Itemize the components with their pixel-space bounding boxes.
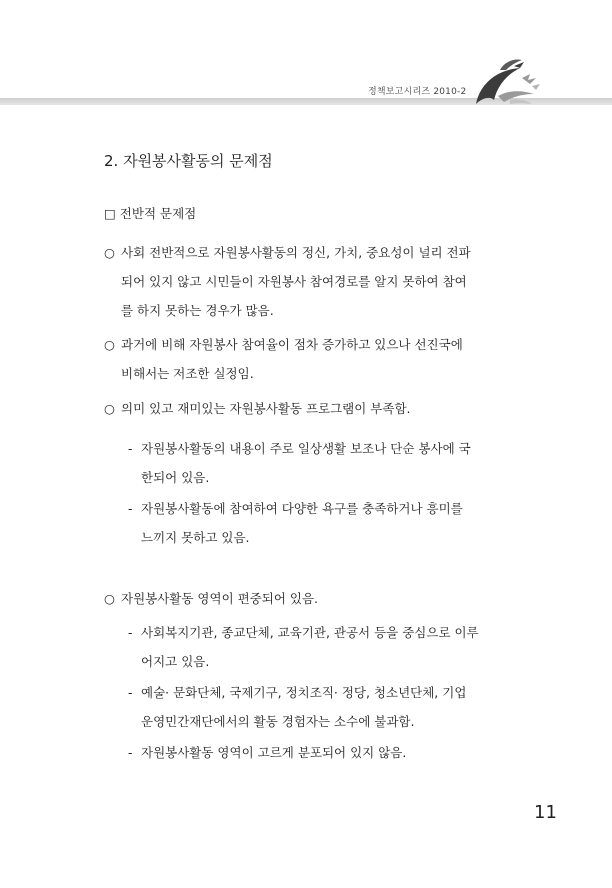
bullet-line: 비해서는 저조한 실정임. [121, 366, 254, 381]
bullet-line: 과거에 비해 자원봉사 참여율이 점차 증가하고 있으나 선진국에 [121, 337, 463, 352]
checkbox-mark: □ [104, 206, 116, 221]
page-number: 11 [534, 802, 557, 823]
bullet-item [104, 238, 518, 325]
dash-item [128, 738, 518, 767]
bullet-line: 되어 있지 않고 시민들이 자원봉사 참여경로를 알지 못하여 참여 [121, 274, 467, 289]
bullet-mark: ○ [104, 245, 115, 260]
dash-line: 느끼지 못하고 있음. [141, 530, 250, 545]
dash-line: 사회복지기관, 종교단체, 교육기관, 관공서 등을 중심으로 이루 [141, 625, 479, 640]
dash-mark: - [128, 501, 133, 516]
bullet-mark: ○ [104, 591, 115, 606]
dash-mark: - [128, 625, 133, 640]
bullet-line: 를 하지 못하는 경우가 많음. [121, 303, 274, 318]
dash-line: 자원봉사활동에 참여하여 다양한 욕구를 충족하거나 흥미를 [141, 501, 463, 516]
bullet-mark: ○ [104, 401, 115, 416]
bullet-item [104, 584, 518, 613]
dash-line: 자원봉사활동의 내용이 주로 일상생활 보조나 단순 봉사에 국 [141, 441, 471, 456]
series-label: 정책보고시리즈 2010-2 [368, 87, 467, 97]
bullet-mark: ○ [104, 337, 115, 352]
dash-line: 자원봉사활동 영역이 고르게 분포되어 있지 않음. [141, 745, 407, 760]
bird-swoosh-icon [470, 56, 546, 108]
sub-heading-text: 전반적 문제점 [119, 206, 197, 221]
dash-mark: - [128, 745, 133, 760]
dash-line: 운영민간재단에서의 활동 경험자는 소수에 불과함. [141, 714, 415, 729]
dash-line: 한되어 있음. [141, 470, 210, 485]
bullet-line: 의미 있고 재미있는 자원봉사활동 프로그램이 부족함. [121, 401, 411, 416]
bullet-line: 사회 전반적으로 자원봉사활동의 정신, 가치, 중요성이 널리 전파 [121, 245, 471, 260]
sub-heading [104, 204, 196, 222]
dash-line: 예술· 문화단체, 국제기구, 정치조직· 정당, 청소년단체, 기업 [141, 685, 467, 700]
dash-item [128, 678, 518, 736]
dash-mark: - [128, 685, 133, 700]
dash-item [128, 434, 518, 492]
bullet-item [104, 394, 518, 423]
bullet-line: 자원봉사활동 영역이 편중되어 있음. [121, 591, 319, 606]
bullet-item [104, 330, 518, 388]
dash-item [128, 494, 518, 552]
dash-line: 어지고 있음. [141, 654, 210, 669]
dash-item [128, 618, 518, 676]
section-title: 2. 자원봉사활동의 문제점 [104, 152, 273, 170]
dash-mark: - [128, 441, 133, 456]
